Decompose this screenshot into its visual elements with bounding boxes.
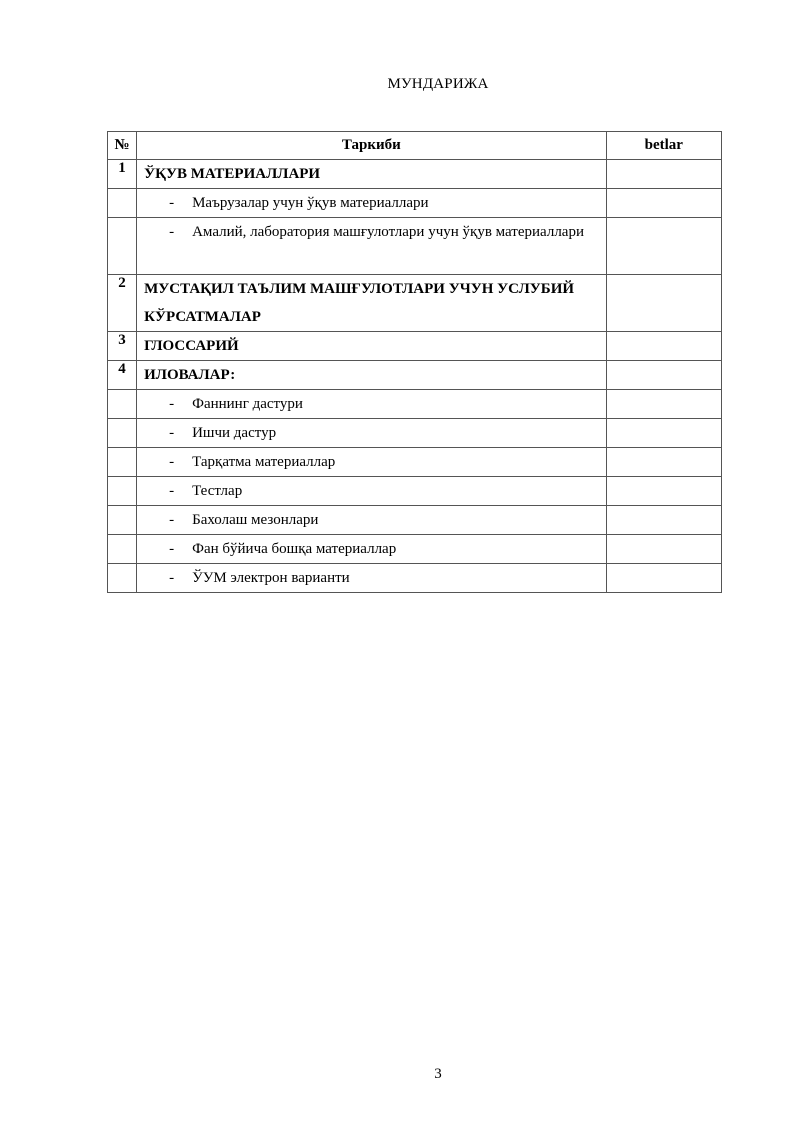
list-dash: - [169, 195, 175, 211]
list-dash: - [169, 570, 175, 586]
row-pages [606, 218, 721, 275]
row-pages [606, 332, 721, 361]
subsection-cell [137, 218, 607, 275]
subsection-title: ЎУМ электрон варианти [192, 570, 350, 586]
subsection-title: Фан бўйича бошқа материаллар [192, 541, 397, 557]
subsection-cell [137, 390, 607, 419]
table-row [108, 160, 722, 189]
subsection-cell [137, 448, 607, 477]
header-pages: betlar [606, 132, 721, 160]
row-number [108, 189, 137, 218]
table-row [108, 477, 722, 506]
row-number [108, 390, 137, 419]
section-title: ИЛОВАЛАР: [137, 361, 607, 390]
table-row [108, 275, 722, 332]
table-row [108, 448, 722, 477]
row-pages [606, 448, 721, 477]
page-number: 3 [434, 1066, 442, 1082]
page-title: МУНДАРИЖА [387, 76, 489, 92]
table-row [108, 218, 722, 275]
table-row [108, 506, 722, 535]
list-dash: - [169, 396, 175, 412]
list-dash: - [169, 454, 175, 470]
row-pages [606, 506, 721, 535]
subsection-cell [137, 189, 607, 218]
section-title: МУСТАҚИЛ ТАЪЛИМ МАШҒУЛОТЛАРИ УЧУН УСЛУБИЙ КЎРСАТМАЛАР [137, 275, 607, 332]
row-pages [606, 390, 721, 419]
header-number: № [108, 132, 137, 160]
contents-table [107, 131, 722, 593]
subsection-cell [137, 535, 607, 564]
row-pages [606, 361, 721, 390]
row-number [108, 535, 137, 564]
table-row [108, 390, 722, 419]
row-pages [606, 564, 721, 593]
row-pages [606, 160, 721, 189]
table-header-row [108, 132, 722, 160]
row-pages [606, 275, 721, 332]
section-title: ЎҚУВ МАТЕРИАЛЛАРИ [137, 160, 607, 189]
row-number: 4 [108, 361, 137, 390]
subsection-title: Маърузалар учун ўқув материаллари [192, 195, 429, 211]
subsection-title: Ишчи дастур [192, 425, 277, 441]
subsection-cell [137, 506, 607, 535]
table-row [108, 535, 722, 564]
table-row [108, 332, 722, 361]
list-dash: - [169, 512, 175, 528]
subsection-cell [137, 419, 607, 448]
subsection-title: Тарқатма материаллар [192, 454, 336, 470]
table-row [108, 564, 722, 593]
subsection-cell [137, 564, 607, 593]
subsection-title: Амалий, лаборатория машғулотлари учун ўқув материаллари [192, 224, 584, 240]
row-number [108, 506, 137, 535]
table-row [108, 189, 722, 218]
row-number [108, 419, 137, 448]
section-title: ГЛОССАРИЙ [137, 332, 607, 361]
row-number [108, 218, 137, 275]
header-content: Таркиби [137, 132, 607, 160]
row-number: 2 [108, 275, 137, 332]
row-pages [606, 419, 721, 448]
row-number: 1 [108, 160, 137, 189]
row-number [108, 448, 137, 477]
list-dash: - [169, 224, 175, 240]
row-pages [606, 477, 721, 506]
row-number [108, 564, 137, 593]
subsection-title: Фаннинг дастури [192, 396, 303, 412]
row-number: 3 [108, 332, 137, 361]
row-number [108, 477, 137, 506]
table-row [108, 419, 722, 448]
list-dash: - [169, 483, 175, 499]
subsection-title: Тестлар [192, 483, 243, 499]
list-dash: - [169, 425, 175, 441]
subsection-title: Бахолаш мезонлари [192, 512, 319, 528]
row-pages [606, 189, 721, 218]
list-dash: - [169, 541, 175, 557]
subsection-cell [137, 477, 607, 506]
row-pages [606, 535, 721, 564]
table-row [108, 361, 722, 390]
